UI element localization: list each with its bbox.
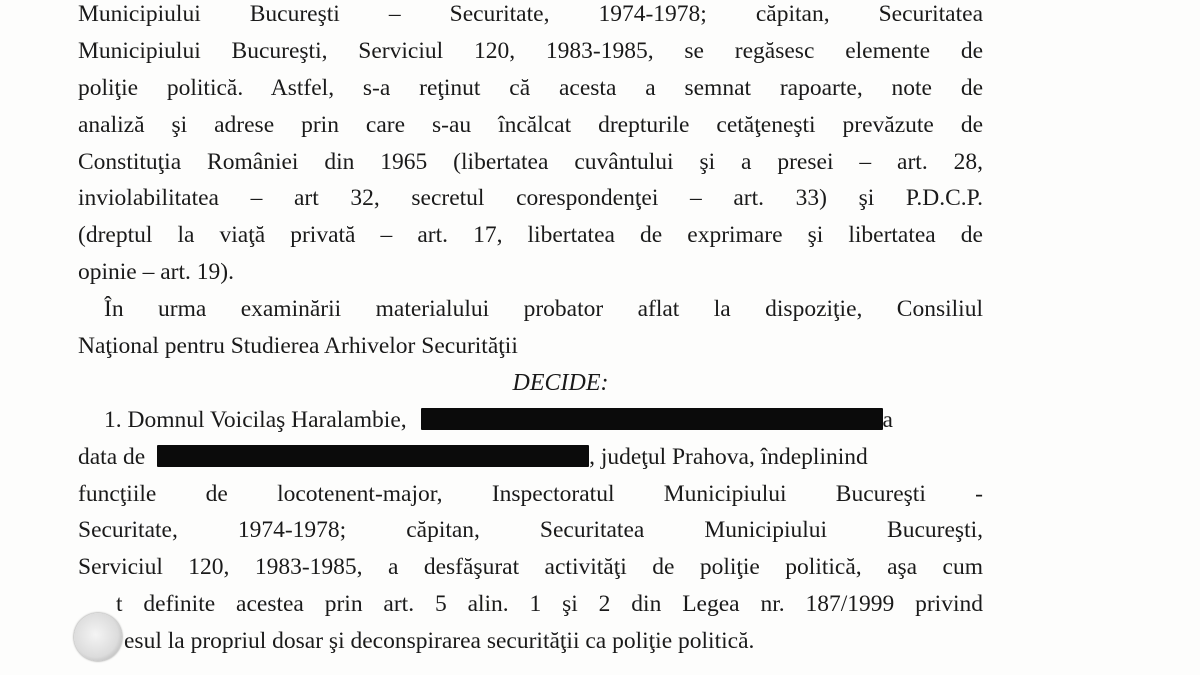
- paragraph1-line: Constituţia României din 1965 (libertatea cuvântului şi a presei – art. 28,: [78, 148, 983, 175]
- decision-location: , judeţul Prahova, îndeplinind: [589, 443, 868, 470]
- paragraph1-line: analiză şi adrese prin care s-au încălcat drepturile cetăţeneşti prevăzute de: [78, 111, 983, 138]
- document-body: [78, 0, 983, 660]
- paragraph2-line: În urma examinării materialului probator aflat la dispoziţie, Consiliul: [104, 296, 983, 323]
- decision-line: t definite acestea prin art. 5 alin. 1 şi 2 din Legea nr. 187/1999 privind: [116, 591, 983, 618]
- punch-hole: [74, 613, 122, 661]
- decision-line: Securitate, 1974-1978; căpitan, Securitatea Municipiului Bucureşti,: [78, 517, 983, 544]
- decision-line: Serviciul 120, 1983-1985, a desfăşurat activităţi de poliţie politică, aşa cum: [78, 554, 983, 581]
- decision-line-2: [78, 439, 983, 476]
- decision-line: funcţiile de locotenent-major, Inspectoratul Municipiului Bucureşti -: [78, 480, 983, 507]
- decision-line: esul la propriul dosar şi deconspirarea securităţii ca poliţie politică.: [124, 628, 755, 655]
- paragraph1-line: Municipiului Bucureşti, Serviciul 120, 1983-1985, se regăsesc elemente de: [78, 37, 983, 64]
- decision-line1-tail: a: [882, 406, 893, 433]
- redaction-bar: [421, 408, 883, 430]
- paragraph1-line: opinie – art. 19).: [78, 259, 234, 286]
- paragraph2-line: Naţional pentru Studierea Arhivelor Securităţii: [78, 333, 518, 360]
- paragraph1-line: inviolabilitatea – art 32, secretul corespondenţei – art. 33) şi P.D.C.P.: [78, 185, 983, 212]
- paragraph1-line: (dreptul la viaţă privată – art. 17, libertatea de exprimare şi libertatea de: [78, 222, 983, 249]
- decision-date-label: data de: [78, 443, 146, 470]
- decision-subject: 1. Domnul Voicilaş Haralambie,: [104, 406, 407, 433]
- decide-heading: DECIDE:: [512, 369, 609, 396]
- paragraph1-line: poliţie politică. Astfel, s-a reţinut că acesta a semnat rapoarte, note de: [78, 74, 983, 101]
- redaction-bar: [157, 445, 589, 467]
- paragraph1-line: Municipiului Bucureşti – Securitate, 1974-1978; căpitan, Securitatea: [78, 1, 983, 27]
- decision-line-1: [78, 402, 983, 439]
